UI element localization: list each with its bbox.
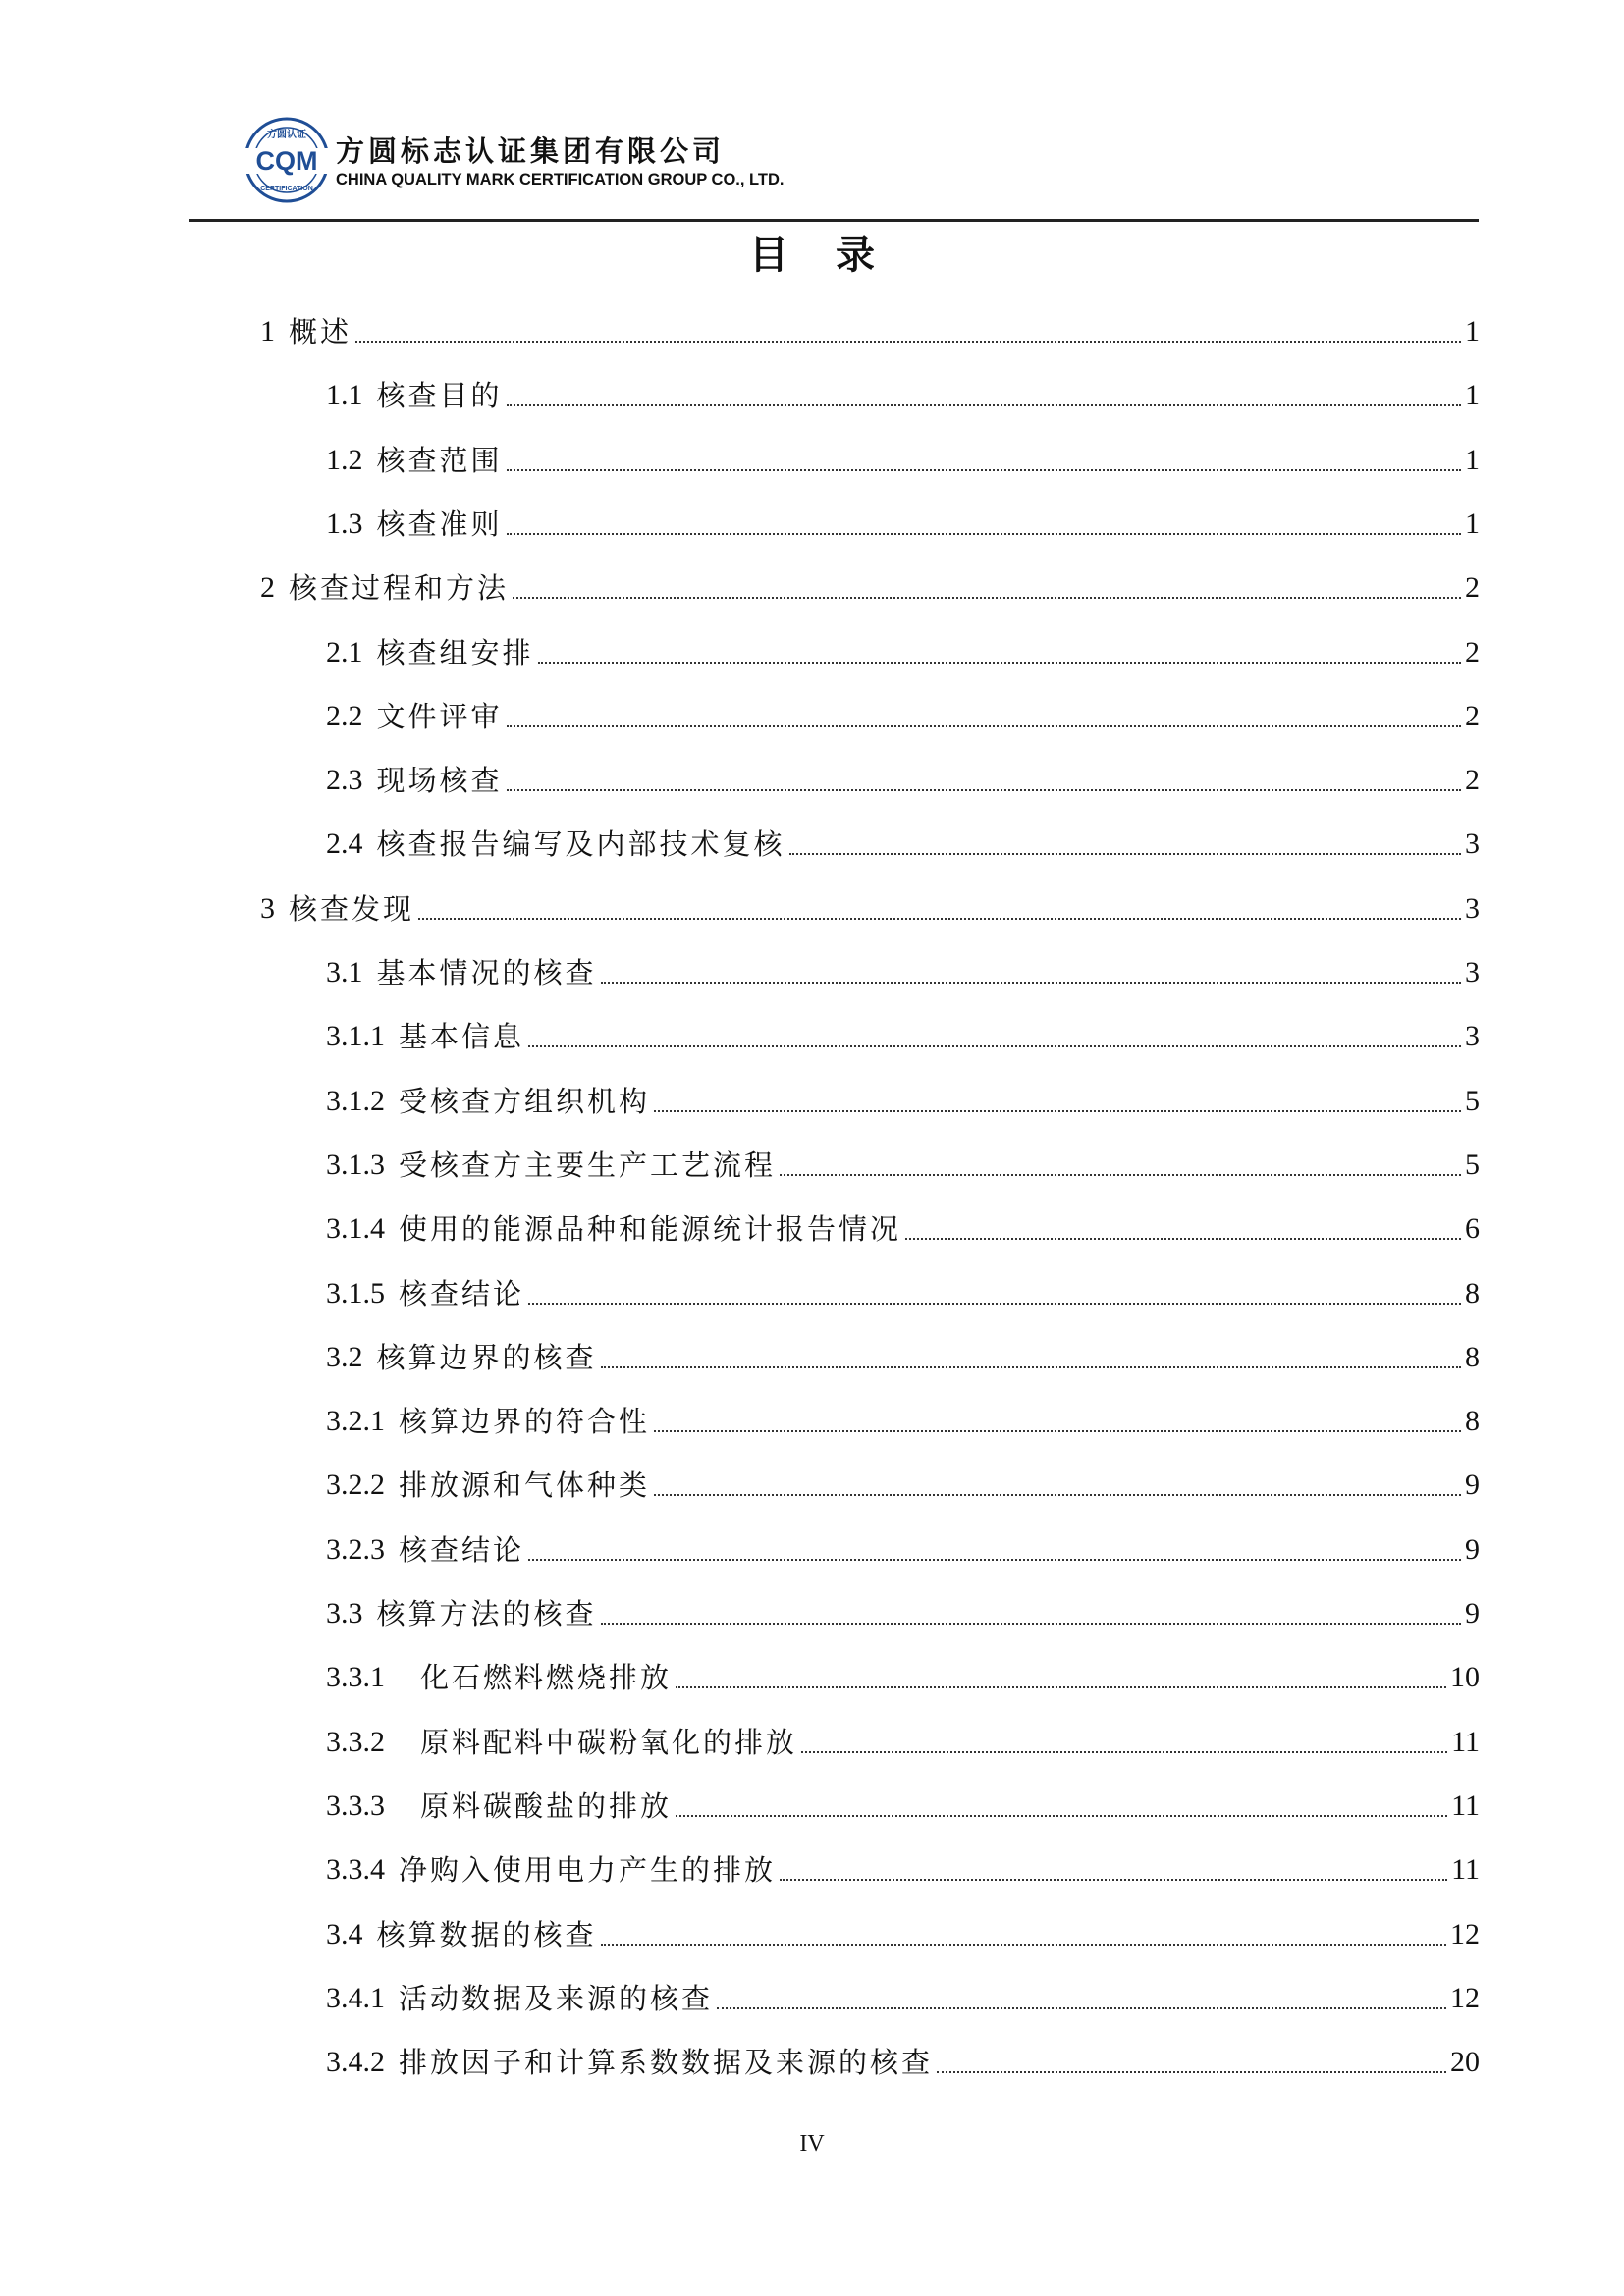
- toc-entry-number: 1.2: [326, 443, 363, 476]
- toc-entry-page: 2: [1465, 571, 1480, 605]
- toc-entry[interactable]: [326, 686, 1480, 735]
- toc-entry-label: 核查结论: [399, 1276, 525, 1310]
- toc-entry-label: 核算边界的核查: [376, 1340, 597, 1374]
- toc-entry[interactable]: [326, 942, 1480, 991]
- toc-entry-label: 核查目的: [376, 379, 503, 413]
- toc-entry[interactable]: [326, 1776, 1480, 1825]
- toc-entry-number: 3.1.2: [326, 1084, 385, 1117]
- toc-entry-page: 2: [1465, 699, 1480, 732]
- toc-dot-leader: [528, 1303, 1461, 1305]
- toc-entry-page: 11: [1451, 1725, 1480, 1758]
- toc-entry[interactable]: [326, 2032, 1480, 2081]
- toc-entry-number: 3.3.3: [326, 1789, 385, 1822]
- toc-entry-page: 6: [1465, 1212, 1480, 1246]
- toc-entry-number: 1: [260, 315, 275, 347]
- toc-entry-number: 3.3: [326, 1597, 363, 1629]
- toc-entry[interactable]: [326, 1006, 1480, 1055]
- toc-entry-number: 3.2.1: [326, 1405, 385, 1438]
- toc-entry-number: 3.1.3: [326, 1148, 385, 1181]
- toc-entry-number: 3.2.2: [326, 1468, 385, 1502]
- toc-dot-leader: [905, 1238, 1461, 1240]
- toc-entry-page: 5: [1465, 1084, 1480, 1117]
- toc-dot-leader: [801, 1751, 1447, 1753]
- toc-entry[interactable]: [326, 1327, 1480, 1376]
- toc-dot-leader: [654, 1430, 1461, 1432]
- toc-entry-number: 3.4.2: [326, 2046, 385, 2079]
- toc-entry-number: 3.4.1: [326, 1981, 385, 2014]
- toc-entry[interactable]: [326, 1840, 1480, 1889]
- toc-entry-number: 3.3.2: [326, 1725, 385, 1758]
- toc-dot-leader: [601, 1366, 1461, 1368]
- toc-entry-label: 核查报告编写及内部技术复核: [376, 828, 785, 862]
- toc-dot-leader: [676, 1815, 1447, 1817]
- toc-entry-page: 9: [1465, 1597, 1480, 1629]
- toc-entry-label: 排放源和气体种类: [399, 1468, 651, 1503]
- toc-entry-label: 核查组安排: [376, 635, 534, 669]
- toc-dot-leader: [507, 789, 1461, 791]
- toc-entry-page: 1: [1465, 379, 1480, 412]
- toc-entry-page: 9: [1465, 1468, 1480, 1502]
- toc-entry-page: 2: [1465, 635, 1480, 668]
- toc-entry[interactable]: [326, 494, 1480, 543]
- toc-dot-leader: [780, 1879, 1447, 1881]
- toc-entry[interactable]: [260, 301, 1480, 350]
- toc-entry-number: 3.1.5: [326, 1276, 385, 1309]
- toc-entry[interactable]: [326, 750, 1480, 799]
- toc-dot-leader: [418, 918, 1461, 920]
- toc-dot-leader: [601, 1944, 1446, 1946]
- toc-entry-number: 3.3.1: [326, 1661, 385, 1694]
- toc-entry-label: 现场核查: [376, 764, 503, 798]
- toc-entry[interactable]: [326, 1904, 1480, 1953]
- toc-entry-label: 排放因子和计算系数数据及来源的核查: [399, 2046, 934, 2080]
- toc-entry-page: 3: [1465, 1020, 1480, 1053]
- logo-text: CQM: [255, 146, 318, 176]
- toc-entry-label: 原料配料中碳粉氧化的排放: [420, 1725, 798, 1759]
- toc-dot-leader: [937, 2071, 1446, 2073]
- toc-entry-page: 9: [1465, 1532, 1480, 1566]
- toc-entry-label: 原料碳酸盐的排放: [420, 1789, 673, 1823]
- logo-bottom-text: CERTIFICATION: [260, 186, 313, 192]
- toc-dot-leader: [355, 341, 1461, 343]
- toc-dot-leader: [717, 2007, 1446, 2009]
- toc-entry-label: 概述: [289, 315, 352, 348]
- toc-entry-label: 核算边界的符合性: [399, 1405, 651, 1439]
- toc-entry-page: 1: [1465, 443, 1480, 476]
- toc-entry-page: 2: [1465, 764, 1480, 797]
- toc-entry[interactable]: [326, 1968, 1480, 2017]
- toc-entry-number: 3.2.3: [326, 1532, 385, 1566]
- toc-entry-page: 20: [1450, 2046, 1480, 2079]
- toc-entry-page: 11: [1451, 1853, 1480, 1887]
- toc-entry-label: 基本情况的核查: [376, 956, 597, 989]
- toc-entry-page: 12: [1450, 1981, 1480, 2014]
- toc-entry-number: 3.4: [326, 1917, 363, 1950]
- toc-entry-page: 3: [1465, 828, 1480, 861]
- toc-dot-leader: [507, 533, 1461, 535]
- toc-entry-page: 11: [1451, 1789, 1480, 1822]
- cqm-logo-icon: [242, 116, 332, 204]
- toc-entry-label: 核查结论: [399, 1532, 525, 1567]
- logo-top-text: 方圆认证: [267, 130, 306, 140]
- toc-entry-number: 2: [260, 571, 275, 605]
- toc-entry-page: 8: [1465, 1340, 1480, 1373]
- page-number: IV: [799, 2131, 825, 2157]
- toc-entry[interactable]: [326, 1647, 1480, 1696]
- toc-entry[interactable]: [326, 365, 1480, 414]
- toc-entry[interactable]: [326, 1199, 1480, 1248]
- toc-entry-number: 2.2: [326, 699, 363, 732]
- toc-entry-number: 2.3: [326, 764, 363, 797]
- toc-entry[interactable]: [326, 622, 1480, 671]
- toc-entry-label: 核查过程和方法: [289, 571, 510, 606]
- header-divider: [189, 219, 1479, 222]
- toc-entry-page: 8: [1465, 1405, 1480, 1438]
- toc-entry-number: 3.1: [326, 956, 363, 988]
- toc-entry[interactable]: [260, 879, 1480, 928]
- toc-entry[interactable]: [326, 430, 1480, 479]
- toc-entry-number: 3: [260, 891, 275, 925]
- toc-dot-leader: [507, 725, 1461, 727]
- toc-entry-label: 受核查方组织机构: [399, 1084, 651, 1118]
- toc-dot-leader: [528, 1045, 1461, 1047]
- toc-entry-label: 净购入使用电力产生的排放: [399, 1853, 777, 1888]
- toc-entry-number: 2.4: [326, 828, 363, 861]
- toc-entry-page: 12: [1450, 1917, 1480, 1950]
- toc-dot-leader: [507, 469, 1461, 471]
- toc-entry-number: 3.2: [326, 1340, 363, 1373]
- toc-dot-leader: [676, 1686, 1446, 1688]
- toc-entry-number: 3.1.4: [326, 1212, 385, 1246]
- toc-entry-label: 核查准则: [376, 507, 503, 541]
- toc-entry-label: 使用的能源品种和能源统计报告情况: [399, 1212, 902, 1247]
- toc-entry-page: 3: [1465, 956, 1480, 988]
- toc-entry-label: 受核查方主要生产工艺流程: [399, 1148, 777, 1182]
- toc-entry-label: 活动数据及来源的核查: [399, 1981, 714, 2015]
- toc-entry-number: 1.3: [326, 507, 363, 540]
- toc-entry[interactable]: [260, 558, 1480, 607]
- toc-entry-number: 3.3.4: [326, 1853, 385, 1887]
- toc-dot-leader: [528, 1559, 1461, 1561]
- company-name-en: CHINA QUALITY MARK CERTIFICATION GROUP CO., LTD.: [336, 171, 785, 188]
- toc-dot-leader: [780, 1174, 1461, 1176]
- toc-entry-page: 5: [1465, 1148, 1480, 1181]
- toc-entry-page: 1: [1465, 315, 1480, 347]
- toc-dot-leader: [601, 982, 1461, 984]
- toc-dot-leader: [507, 404, 1461, 406]
- toc-entry-page: 10: [1450, 1661, 1480, 1694]
- toc-title: 目录: [749, 233, 922, 278]
- toc-entry[interactable]: [326, 1583, 1480, 1632]
- toc-entry[interactable]: [326, 1455, 1480, 1504]
- toc-entry-label: 核查范围: [376, 443, 503, 477]
- toc-entry[interactable]: [326, 1391, 1480, 1440]
- toc-entry-page: 8: [1465, 1276, 1480, 1309]
- company-name-cn: 方圆标志认证集团有限公司: [336, 134, 726, 168]
- toc-entry[interactable]: [326, 1520, 1480, 1569]
- toc-dot-leader: [654, 1494, 1461, 1496]
- toc-entry-page: 3: [1465, 891, 1480, 925]
- letterhead: [242, 116, 831, 204]
- toc-entry-page: 1: [1465, 507, 1480, 540]
- toc-entry-label: 核算方法的核查: [376, 1597, 597, 1630]
- toc-dot-leader: [789, 853, 1461, 855]
- toc-entry-label: 文件评审: [376, 699, 503, 733]
- toc-entry[interactable]: [326, 814, 1480, 863]
- toc-entry-number: 3.1.1: [326, 1020, 385, 1053]
- toc-entry[interactable]: [326, 1712, 1480, 1761]
- toc-entry-number: 1.1: [326, 379, 363, 412]
- toc-dot-leader: [654, 1110, 1461, 1112]
- toc-entry-label: 基本信息: [399, 1020, 525, 1054]
- toc-entry[interactable]: [326, 1263, 1480, 1312]
- toc-entry-label: 化石燃料燃烧排放: [420, 1661, 673, 1695]
- toc-entry[interactable]: [326, 1071, 1480, 1120]
- toc-entry-label: 核查发现: [289, 891, 415, 926]
- toc-dot-leader: [601, 1623, 1461, 1625]
- toc-entry-number: 2.1: [326, 635, 363, 668]
- toc-entry[interactable]: [326, 1135, 1480, 1184]
- toc-entry-label: 核算数据的核查: [376, 1917, 597, 1951]
- toc-dot-leader: [513, 597, 1461, 599]
- toc-dot-leader: [538, 662, 1461, 664]
